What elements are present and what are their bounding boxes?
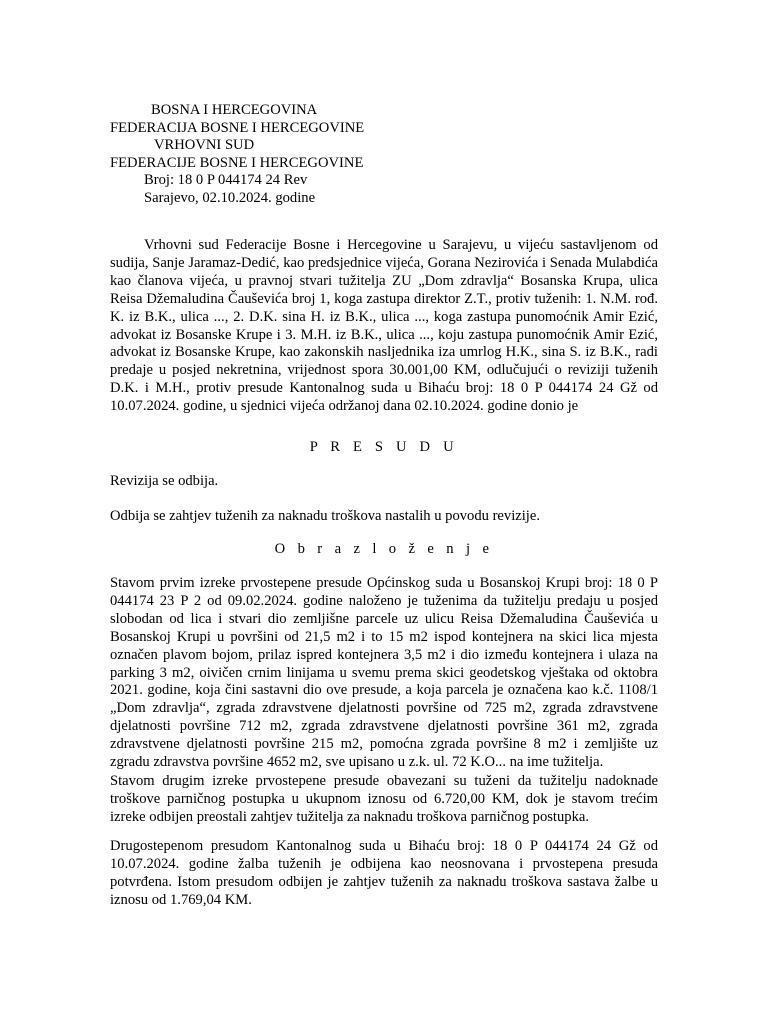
verdict-paragraph-2: Odbija se zahtjev tuženih za naknadu troškova nastalih u povodu revizije.: [110, 508, 540, 524]
header-court-name: VRHOVNI SUD: [154, 137, 255, 154]
court-header: [110, 102, 364, 208]
verdict-paragraph-1: Revizija se odbija.: [110, 473, 219, 489]
case-number: Broj: 18 0 P 044174 24 Rev: [144, 172, 308, 189]
reasoning-paragraph-3: Drugostepenom presudom Kantonalnog suda u Bihaću broj: 18 0 P 044174 24 Gž od 10.07.2024. godine žalba tuženih je odbijena kao neosnovana i prvostepena presuda potvrđena. Istom presudom odbijen je zahtjev tuženih za naknadu troškova sastava žalbe u iznosu od 1.769,04 KM.: [110, 838, 658, 908]
reasoning-paragraph-1: Stavom prvim izreke prvostepene presude Općinskog suda u Bosanskoj Krupi broj: 18 0 P 044174 23 P 2 od 09.02.2024. godine naloženo je tuženima da tužitelju predaju u posjed slobodan od lica i stvari dio zemljišne parcele uz ulicu Reisa Džemaludina Čauševića u Bosanskoj Krupi u površini od 21,5 m2 i to 15 m2 ispod kontejnera na skici lica mjesta označen plavom bojom, prilaz ispred kontejnera 3,5 m2 i dio između kontejnera i ulaza na parking 3 m2, oivičen crnim linijama u svemu prema skici geodetskog vještaka od oktobra 2021. godine, koja čini sastavni dio ove presude, a koja parcela je označena kao k.č. 1108/1 „Dom zdravlja“, zgrada zdravstvene djelatnosti površine od 725 m2, zgrada zdravstvene djelatnosti površine 712 m2, zgrada zdravstvene djelatnosti površine 361 m2, zgrada zdravstvene djelatnosti površine 215 m2, pomoćna zgrada površine 8 m2 i zemljište uz zgradu zdravstva površine 4652 m2, sve upisano u z.k. ul. 72 K.O... na ime tužitelja.: [110, 575, 658, 771]
header-country: BOSNA I HERCEGOVINA: [151, 102, 318, 118]
reasoning-paragraph-2: Stavom drugim izreke prvostepene presude obavezani su tuženi da tužitelju nadoknade troškove parničnog postupka u ukupnom iznosu od 6.720,00 KM, dok je stavom trećim izreke odbijen preostali zahtjev tužitelja za naknadu troškova parničnog postupka.: [110, 773, 658, 825]
verdict-heading: P R E S U D U: [309, 439, 459, 455]
place-and-date: Sarajevo, 02.10.2024. godine: [144, 189, 316, 206]
header-federation: FEDERACIJA BOSNE I HERCEGOVINE: [110, 119, 365, 136]
intro-paragraph: Vrhovni sud Federacije Bosne i Hercegovine u Sarajevu, u vijeću sastavljenom od sudija, Sanje Jaramaz-Dedić, kao predsjednice vijeća, Gorana Nezirovića i Senada Mulabdića kao članova vijeća, u pravnoj stvari tužitelja ZU „Dom zdravlja“ Bosanska Krupa, ulica Reisa Džemaludina Čauševića broj 1, koga zastupa direktor Z.T., protiv tuženih: 1. N.M. rođ. K. iz B.K., ulica ..., 2. D.K. sina H. iz B.K., ulica ..., koga zastupa punomoćnik Amir Ezić, advokat iz Bosanske Krupe i 3. M.H. iz B.K., ulica ..., koju zastupa punomoćnik Amir Ezić, advokat iz Bosanske Krupe, kao zakonskih nasljednika iza umrlog H.K., sina S. iz B.K., radi predaje u posjed nekretnina, vrijednost spora 30.001,00 KM, odlučujući o reviziji tuženih D.K. i M.H., protiv presude Kantonalnog suda u Bihaću broj: 18 0 P 044174 24 Gž od 10.07.2024. godine, u sjednici vijeća održanoj dana 02.10.2024. godine donio je: [110, 237, 658, 415]
reasoning-heading: O b r a z l o ž e n j e: [274, 541, 494, 557]
header-court-federation: FEDERACIJE BOSNE I HERCEGOVINE: [110, 154, 364, 171]
